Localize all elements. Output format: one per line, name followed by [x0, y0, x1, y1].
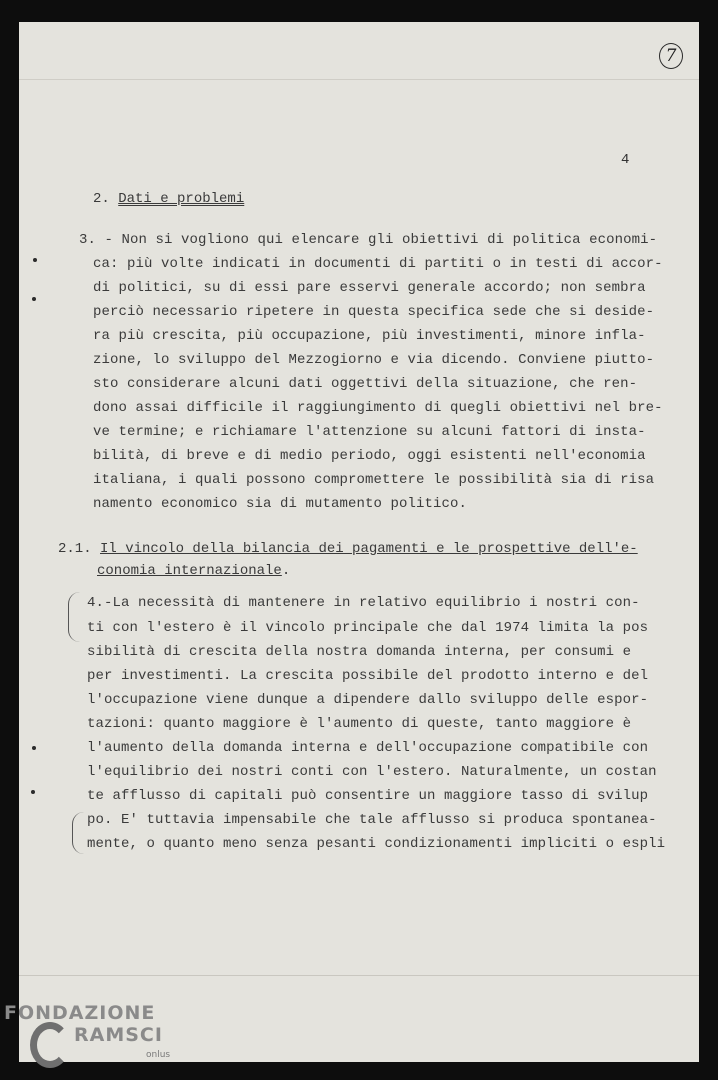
subsection-heading [58, 541, 638, 557]
fold-line [19, 79, 699, 80]
watermark-g-icon [30, 1022, 70, 1068]
paragraph-4-line: ti con l'estero è il vincolo principale che dal 1974 limita la pos [87, 620, 649, 636]
paragraph-3-line: zione, lo sviluppo del Mezzogiorno e via dicendo. Conviene piutto- [93, 352, 655, 368]
paragraph-4-line: mente, o quanto meno senza pesanti condizionamenti impliciti o espli [87, 836, 666, 852]
subsection-title-line1: Il vincolo della bilancia dei pagamenti e le prospettive dell'e- [100, 541, 638, 557]
paragraph-3-line: ca: più volte indicati in documenti di partiti o in testi di accor- [93, 256, 663, 272]
page-number: 4 [621, 152, 630, 168]
paragraph-4-line: l'occupazione viene dunque a dipendere dallo sviluppo delle espor- [87, 692, 649, 708]
paragraph-3-line: ra più crescita, più occupazione, più investimenti, minore infla- [93, 328, 646, 344]
paragraph-3-line: namento economico sia di mutamento politico. [93, 496, 468, 512]
paragraph-4-line: l'equilibrio dei nostri conti con l'estero. Naturalmente, un costan [87, 764, 657, 780]
margin-mark [32, 297, 36, 301]
section-heading [93, 191, 244, 207]
paragraph-4-line: tazioni: quanto maggiore è l'aumento di queste, tanto maggiore è [87, 716, 632, 732]
circled-page-mark: 7 [659, 43, 683, 69]
watermark-suffix: onlus [146, 1050, 171, 1060]
paragraph-3-line: ve termine; e richiamare l'attenzione su alcuni fattori di insta- [93, 424, 646, 440]
paragraph-3-line: di politici, su di essi pare esservi generale accordo; non sembra [93, 280, 646, 296]
paragraph-4-line: per investimenti. La crescita possibile del prodotto interno e del [87, 668, 649, 684]
section-number: 2. [93, 191, 110, 207]
paragraph-4-line: l'aumento della domanda interna e dell'occupazione compatibile con [87, 740, 649, 756]
subsection-number: 2.1. [58, 541, 92, 557]
watermark-logo-line1: FONDAZIONE [4, 1002, 156, 1024]
section-title: Dati e problemi [118, 191, 245, 207]
fold-line-bottom [19, 975, 699, 976]
paragraph-3-line: 3. - Non si vogliono qui elencare gli obiettivi di politica economi- [79, 232, 658, 248]
handwritten-bracket [72, 812, 85, 854]
margin-mark [32, 746, 36, 750]
margin-mark [33, 258, 37, 262]
paragraph-4-line: te afflusso di capitali può consentire un maggiore tasso di svilup [87, 788, 649, 804]
watermark-logo-line2: RAMSCI [74, 1024, 163, 1046]
paragraph-3-line: dono assai difficile il raggiungimento di quegli obiettivi nel bre- [93, 400, 663, 416]
subsection-heading-continued [97, 563, 290, 579]
paragraph-3-line: italiana, i quali possono compromettere le possibilità sia di risa [93, 472, 655, 488]
paragraph-3-line: perciò necessario ripetere in questa specifica sede che si deside- [93, 304, 655, 320]
subsection-title-end: . [281, 563, 291, 579]
margin-mark [31, 790, 35, 794]
paragraph-3-line: bilità, di breve e di medio periodo, oggi esistenti nell'economia [93, 448, 646, 464]
handwritten-bracket [68, 592, 81, 642]
paragraph-4-line: po. E' tuttavia impensabile che tale afflusso si produca spontanea- [87, 812, 657, 828]
paragraph-3-line: sto considerare alcuni dati oggettivi della situazione, che ren- [93, 376, 638, 392]
paragraph-4-line: sibilità di crescita della nostra domanda interna, per consumi e [87, 644, 632, 660]
subsection-title-line2: conomia internazionale [97, 563, 282, 579]
paragraph-4-line: 4.-La necessità di mantenere in relativo equilibrio i nostri con- [87, 595, 640, 611]
